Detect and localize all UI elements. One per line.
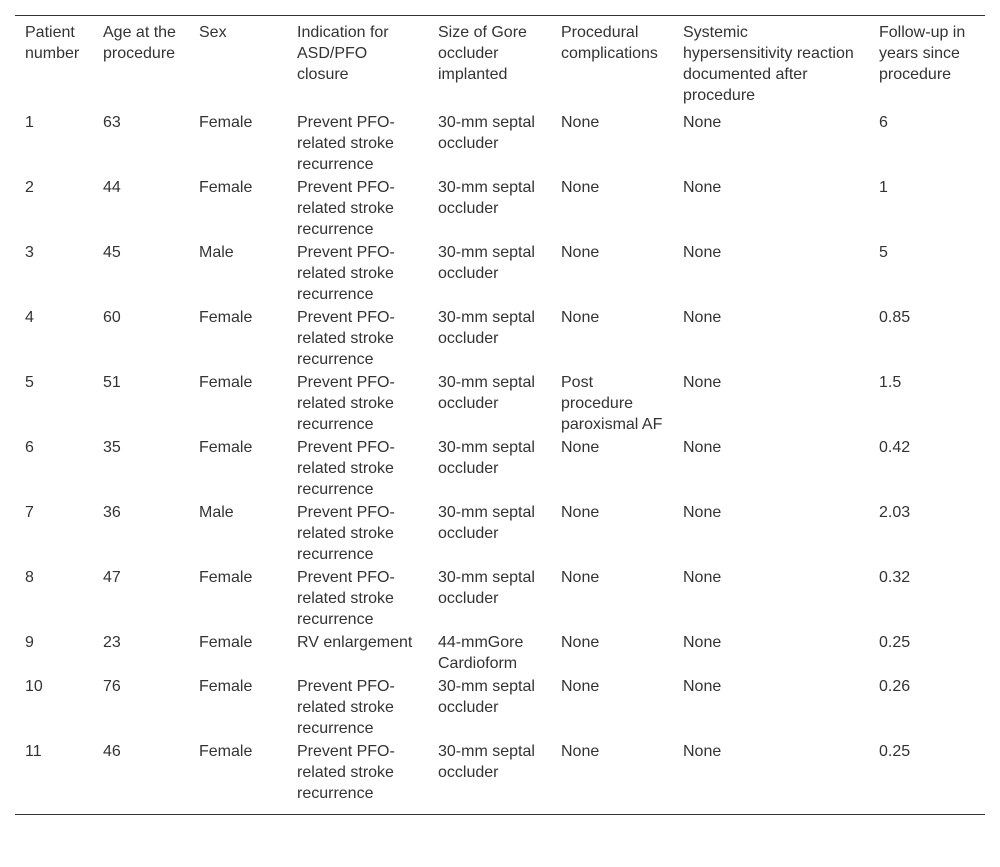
cell-hypersensitivity: None (683, 743, 722, 760)
cell-sex: Female (199, 439, 253, 456)
cell-complications: None (561, 743, 600, 760)
header-hypersensitivity: Systemic hypersensitivity reaction documented after procedure (683, 24, 854, 104)
cell-indication: Prevent PFO-related stroke recurrence (297, 569, 395, 628)
cell-follow-up: 0.25 (879, 743, 911, 760)
cell-indication: Prevent PFO-related stroke recurrence (297, 678, 395, 737)
cell-age: 35 (103, 439, 121, 456)
cell-complications: None (561, 569, 600, 586)
cell-complications: None (561, 504, 600, 521)
cell-follow-up: 0.26 (879, 678, 911, 695)
cell-follow-up: 0.42 (879, 439, 911, 456)
cell-occluder-size: 30-mm septal occluder (438, 569, 535, 607)
cell-sex: Female (199, 678, 253, 695)
cell-age: 47 (103, 569, 121, 586)
cell-indication: Prevent PFO-related stroke recurrence (297, 179, 395, 238)
cell-patient-number: 8 (25, 569, 34, 586)
cell-hypersensitivity: None (683, 244, 722, 261)
cell-follow-up: 2.03 (879, 504, 911, 521)
cell-age: 45 (103, 244, 121, 261)
table-row (15, 242, 985, 307)
cell-hypersensitivity: None (683, 504, 722, 521)
cell-hypersensitivity: None (683, 678, 722, 695)
cell-occluder-size: 44-mmGore Cardioform (438, 634, 524, 672)
cell-patient-number: 6 (25, 439, 34, 456)
cell-hypersensitivity: None (683, 439, 722, 456)
cell-age: 36 (103, 504, 121, 521)
cell-complications: None (561, 678, 600, 695)
table-row (15, 502, 985, 567)
patient-table-container (15, 15, 985, 815)
cell-indication: Prevent PFO-related stroke recurrence (297, 743, 395, 802)
cell-occluder-size: 30-mm septal occluder (438, 439, 535, 477)
cell-indication: RV enlargement (297, 634, 413, 651)
table-row (15, 676, 985, 741)
table-row (15, 112, 985, 177)
cell-sex: Female (199, 569, 253, 586)
cell-patient-number: 7 (25, 504, 34, 521)
cell-sex: Male (199, 244, 234, 261)
cell-follow-up: 1.5 (879, 374, 902, 391)
header-indication: Indication for ASD/PFO closure (297, 24, 389, 83)
cell-sex: Female (199, 743, 253, 760)
cell-sex: Female (199, 179, 253, 196)
cell-patient-number: 2 (25, 179, 34, 196)
cell-follow-up: 0.32 (879, 569, 911, 586)
cell-age: 76 (103, 678, 121, 695)
cell-complications: Post procedure paroxismal AF (561, 374, 663, 433)
header-occluder-size: Size of Gore occluder implanted (438, 24, 527, 83)
cell-patient-number: 10 (25, 678, 43, 695)
table-row (15, 372, 985, 437)
cell-indication: Prevent PFO-related stroke recurrence (297, 439, 395, 498)
cell-complications: None (561, 114, 600, 131)
cell-patient-number: 9 (25, 634, 34, 651)
cell-age: 44 (103, 179, 121, 196)
cell-complications: None (561, 439, 600, 456)
table-row (15, 307, 985, 372)
cell-indication: Prevent PFO-related stroke recurrence (297, 114, 395, 173)
cell-follow-up: 1 (879, 179, 888, 196)
cell-hypersensitivity: None (683, 374, 722, 391)
cell-sex: Female (199, 309, 253, 326)
cell-sex: Female (199, 634, 253, 651)
header-sex: Sex (199, 24, 227, 41)
header-complications: Procedural complications (561, 24, 658, 62)
cell-occluder-size: 30-mm septal occluder (438, 309, 535, 347)
cell-occluder-size: 30-mm septal occluder (438, 678, 535, 716)
cell-sex: Female (199, 374, 253, 391)
cell-hypersensitivity: None (683, 569, 722, 586)
cell-complications: None (561, 309, 600, 326)
cell-indication: Prevent PFO-related stroke recurrence (297, 244, 395, 303)
cell-follow-up: 5 (879, 244, 888, 261)
cell-follow-up: 6 (879, 114, 888, 131)
cell-hypersensitivity: None (683, 634, 722, 651)
cell-occluder-size: 30-mm septal occluder (438, 743, 535, 781)
cell-indication: Prevent PFO-related stroke recurrence (297, 504, 395, 563)
cell-occluder-size: 30-mm septal occluder (438, 114, 535, 152)
cell-complications: None (561, 634, 600, 651)
table-body (15, 112, 985, 806)
cell-occluder-size: 30-mm septal occluder (438, 179, 535, 217)
cell-patient-number: 1 (25, 114, 34, 131)
table-row (15, 177, 985, 242)
cell-patient-number: 4 (25, 309, 34, 326)
cell-age: 63 (103, 114, 121, 131)
cell-hypersensitivity: None (683, 309, 722, 326)
table-row (15, 632, 985, 676)
header-age: Age at the procedure (103, 24, 176, 62)
cell-indication: Prevent PFO-related stroke recurrence (297, 309, 395, 368)
table-row (15, 741, 985, 806)
cell-occluder-size: 30-mm septal occluder (438, 374, 535, 412)
cell-age: 23 (103, 634, 121, 651)
table-row (15, 437, 985, 502)
cell-sex: Male (199, 504, 234, 521)
cell-occluder-size: 30-mm septal occluder (438, 244, 535, 282)
cell-follow-up: 0.85 (879, 309, 911, 326)
cell-patient-number: 3 (25, 244, 34, 261)
table-row (15, 567, 985, 632)
header-follow-up: Follow-up in years since procedure (879, 24, 966, 83)
cell-patient-number: 11 (25, 743, 42, 760)
header-row (15, 16, 985, 112)
cell-complications: None (561, 179, 600, 196)
cell-sex: Female (199, 114, 253, 131)
cell-complications: None (561, 244, 600, 261)
cell-hypersensitivity: None (683, 179, 722, 196)
cell-patient-number: 5 (25, 374, 34, 391)
cell-follow-up: 0.25 (879, 634, 911, 651)
cell-age: 46 (103, 743, 121, 760)
cell-age: 51 (103, 374, 121, 391)
patient-table (15, 16, 985, 806)
table-bottom-rule (15, 814, 985, 815)
header-patient-number: Patient number (25, 24, 80, 62)
cell-indication: Prevent PFO-related stroke recurrence (297, 374, 395, 433)
cell-occluder-size: 30-mm septal occluder (438, 504, 535, 542)
cell-hypersensitivity: None (683, 114, 722, 131)
cell-age: 60 (103, 309, 121, 326)
